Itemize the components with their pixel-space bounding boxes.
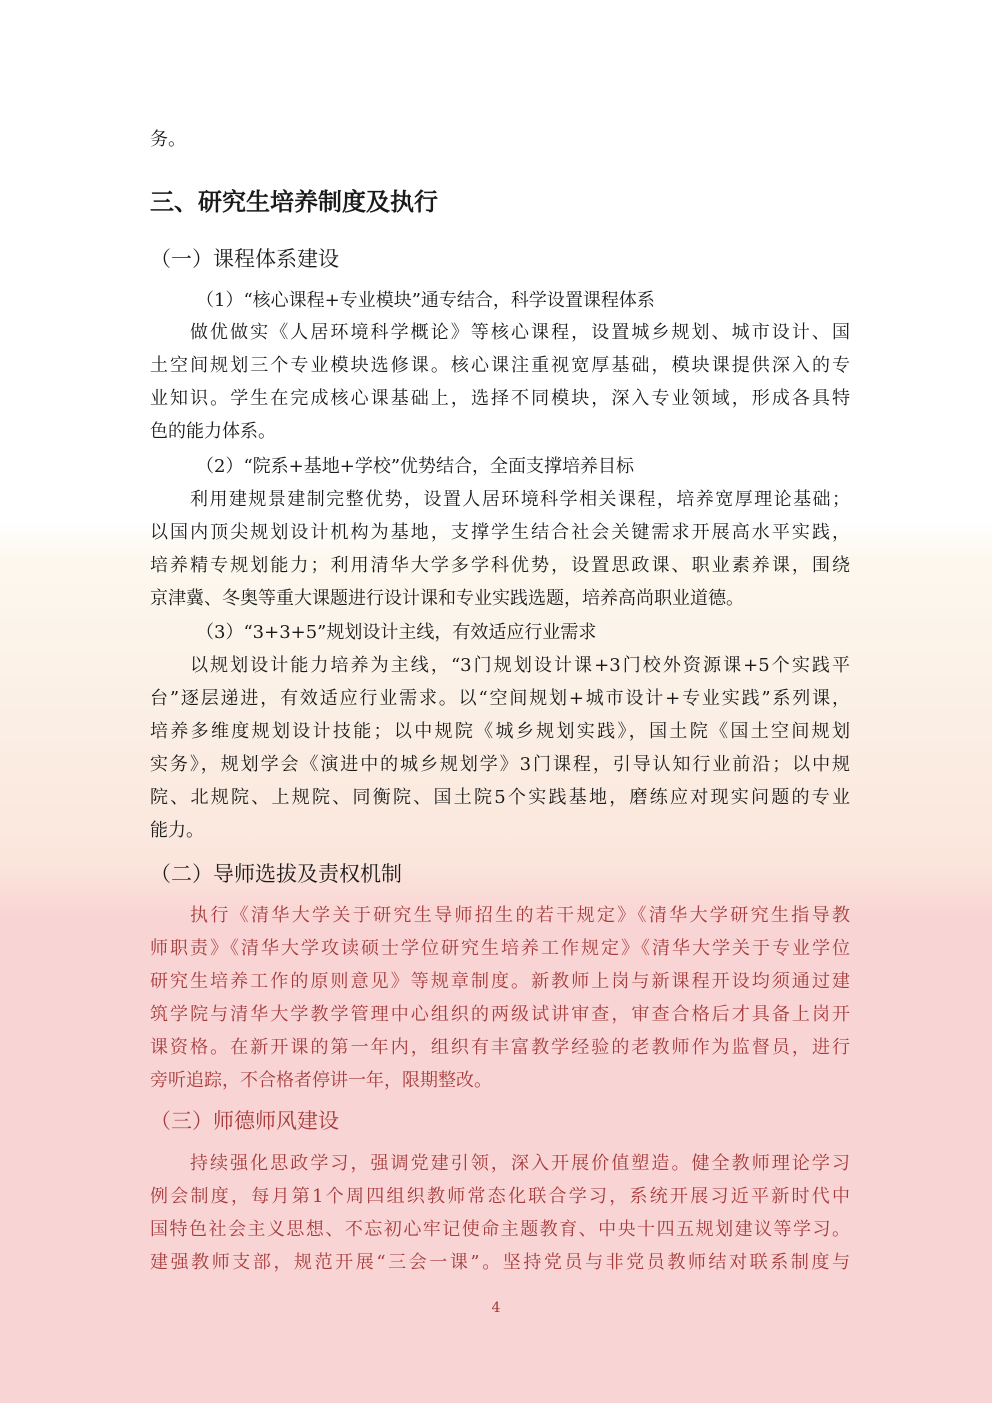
text-line: 以国内顶尖规划设计机构为基地，支撑学生结合社会关键需求开展高水平实践，	[150, 522, 850, 543]
text-line: 务。	[150, 129, 186, 150]
text-line: 院、北规院、上规院、同衡院、国土院5个实践基地，磨练应对现实问题的专业	[150, 787, 850, 808]
text-line: 做优做实《人居环境科学概论》等核心课程，设置城乡规划、城市设计、国	[190, 322, 850, 343]
text-line: 国特色社会主义思想、不忘初心牢记使命主题教育、中央十四五规划建议等学习。	[150, 1219, 850, 1240]
text-line: 能力。	[150, 820, 204, 841]
text-line: 培养精专规划能力；利用清华大学多学科优势，设置思政课、职业素养课，围绕	[150, 555, 850, 576]
text-line: 持续强化思政学习，强调党建引领，深入开展价值塑造。健全教师理论学习	[190, 1153, 850, 1174]
text-line: 研究生培养工作的原则意见》等规章制度。新教师上岗与新课程开设均须通过建	[150, 971, 850, 992]
text-line: 课资格。在新开课的第一年内，组织有丰富教学经验的老教师作为监督员，进行	[150, 1037, 850, 1058]
text-line: 京津冀、冬奥等重大课题进行设计课和专业实践选题，培养高尚职业道德。	[150, 588, 744, 609]
text-line: 建强教师支部，规范开展“三会一课”。坚持党员与非党员教师结对联系制度与	[150, 1252, 850, 1273]
text-line: 色的能力体系。	[150, 421, 276, 442]
text-line: 以规划设计能力培养为主线，“3门规划设计课+3门校外资源课+5个实践平	[190, 655, 850, 676]
text-line: 业知识。学生在完成核心课基础上，选择不同模块，深入专业领域，形成各具特	[150, 388, 850, 409]
text-line: 土空间规划三个专业模块选修课。核心课注重视宽厚基础，模块课提供深入的专	[150, 355, 850, 376]
item-heading: （1）“核心课程+专业模块”通专结合，科学设置课程体系	[196, 290, 655, 311]
text-line: 例会制度，每月第1个周四组织教师常态化联合学习，系统开展习近平新时代中	[150, 1186, 850, 1207]
item-heading: （2）“院系+基地+学校”优势结合，全面支撑培养目标	[196, 456, 635, 477]
text-line: 执行《清华大学关于研究生导师招生的若干规定》《清华大学研究生指导教	[190, 905, 850, 926]
page-number: 4	[491, 1300, 501, 1316]
text-line: 台”逐层递进，有效适应行业需求。以“空间规划+城市设计+专业实践”系列课，	[150, 688, 850, 709]
section-heading: 三、研究生培养制度及执行	[150, 188, 438, 216]
text-line: 利用建规景建制完整优势，设置人居环境科学相关课程，培养宽厚理论基础；	[190, 489, 850, 510]
text-line: 旁听追踪，不合格者停讲一年，限期整改。	[150, 1070, 492, 1091]
subsection-heading: （三）师德师风建设	[150, 1109, 339, 1133]
text-line: 筑学院与清华大学教学管理中心组织的两级试讲审查，审查合格后才具备上岗开	[150, 1004, 850, 1025]
text-line: 实务》，规划学会《演进中的城乡规划学》3门课程，引导认知行业前沿；以中规	[150, 754, 850, 775]
text-line: 师职责》《清华大学攻读硕士学位研究生培养工作规定》《清华大学关于专业学位	[150, 938, 850, 959]
text-line: 培养多维度规划设计技能；以中规院《城乡规划实践》，国土院《国土空间规划	[150, 721, 850, 742]
item-heading: （3）“3+3+5”规划设计主线，有效适应行业需求	[196, 622, 597, 643]
subsection-heading: （二）导师选拔及责权机制	[150, 862, 402, 886]
subsection-heading: （一）课程体系建设	[150, 247, 339, 271]
